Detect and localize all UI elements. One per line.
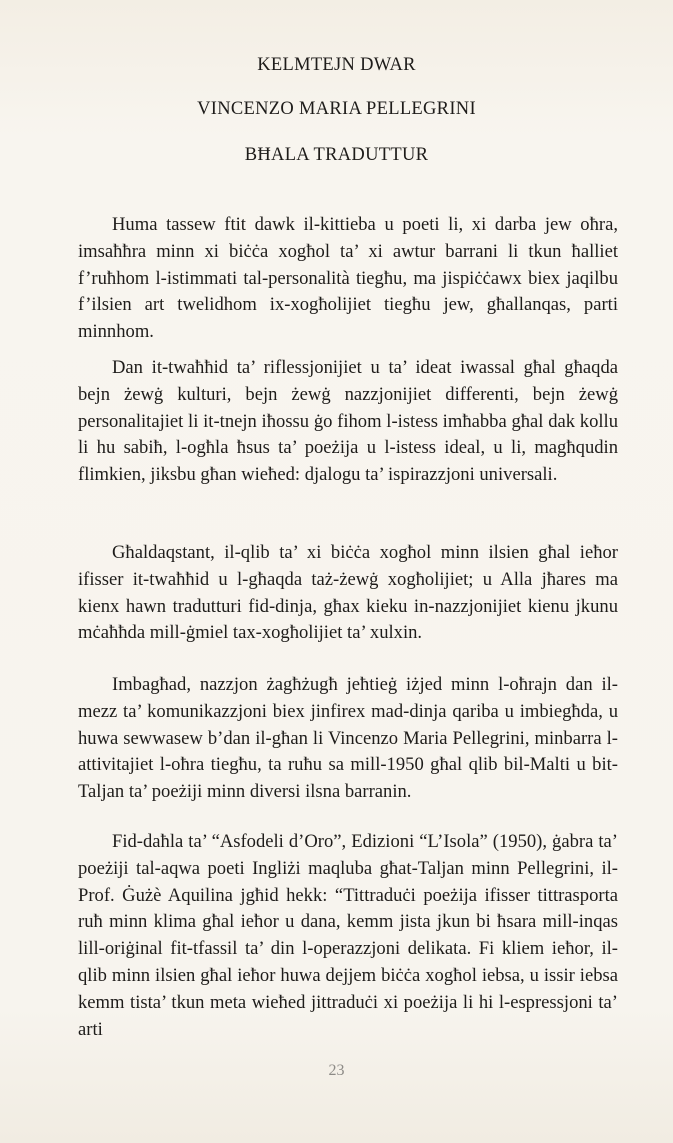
paragraph-4 — [78, 672, 618, 806]
page-number: 23 — [328, 1062, 345, 1079]
heading-line-2: VINCENZO MARIA PELLEGRINI — [197, 99, 476, 119]
heading-line-3: BĦALA TRADUTTUR — [244, 145, 429, 165]
paragraph-5 — [78, 829, 618, 1043]
paragraph-1 — [78, 212, 618, 346]
paragraph-text: Imbagħad, nazzjon żagħżugħ jeħtieġ iżjed minn l-oħrajn dan il-mezz ta’ komunikazzjoni biex jinfirex mad-dinja qariba u imbiegħda, u huwa sewwasew b’dan il-għan li Vincenzo Maria Pellegrini, minbarra l-attivitajiet l-oħra tiegħu, ta ruħu sa mill-1950 għal qlib bil-Malti u bit-Taljan ta’ poeżiji minn diversi ilsna barranin. — [78, 674, 618, 803]
paragraph-text: Dan it-twaħħid ta’ riflessjonijiet u ta’ ideat iwassal għal għaqda bejn żewġ kulturi, bejn żewġ nazzjonijiet differenti, bejn żewġ personalitajiet li it-tnejn iħossu ġo fihom l-istess imħabba għal dak kollu li hu sabiħ, l-ogħla ħsus ta’ poeżija u l-istess ideal, u li, magħqudin flimkien, jiksbu għan wieħed: djalogu ta’ ispirazzjoni universali. — [78, 357, 618, 486]
paragraph-2 — [78, 355, 618, 489]
paragraph-text: Fid-daħla ta’ “Asfodeli d’Oro”, Edizioni “L’Isola” (1950), ġabra ta’ poeżiji tal-aqwa poeti Ingliżi maqluba għat-Taljan minn Pellegrini, il-Prof. Ġużè Aquilina jgħid hekk: “Tittraduċi poeżija ifisser tittrasporta ruħ minn klima għal ieħor u dana, kemm jista jkun bi ħsara mill-inqas lill-oriġinal fit-tfassil ta’ din l-operazzjoni delikata. Fi kliem ieħor, il-qlib minn ilsien għal ieħor huwa dejjem biċċa xogħol iebsa, u issir iebsa kemm tista’ tkun meta wieħed jittraduċi xi poeżija li hi l-espressjoni ta’ arti — [78, 831, 618, 1040]
heading-line-1: KELMTEJN DWAR — [257, 55, 416, 75]
bleed-through-top — [55, 2, 655, 19]
paragraph-3 — [78, 540, 618, 647]
paragraph-text: Għaldaqstant, il-qlib ta’ xi biċċa xogħol minn ilsien għal ieħor ifisser it-twaħħid u l-għaqda taż-żewġ xogħolijiet; u Alla jħares ma kienx hawn tradutturi fid-dinja, għax kieku in-nazzjonijiet kienu jkunu mċaħħda mill-ġmiel tax-xogħolijiet ta’ xulxin. — [78, 542, 618, 644]
paragraph-text: Huma tassew ftit dawk il-kittieba u poeti li, xi darba jew oħra, imsaħħra minn xi biċċa xogħol ta’ xi awtur barrani li tkun ħalliet f’ruħhom l-istimmati tal-personalità tiegħu, ma jispiċċawx biex jaqilbu f’ilsien art twelidhom ix-xogħolijiet tiegħu jew, għallanqas, parti minnhom. — [78, 214, 618, 343]
